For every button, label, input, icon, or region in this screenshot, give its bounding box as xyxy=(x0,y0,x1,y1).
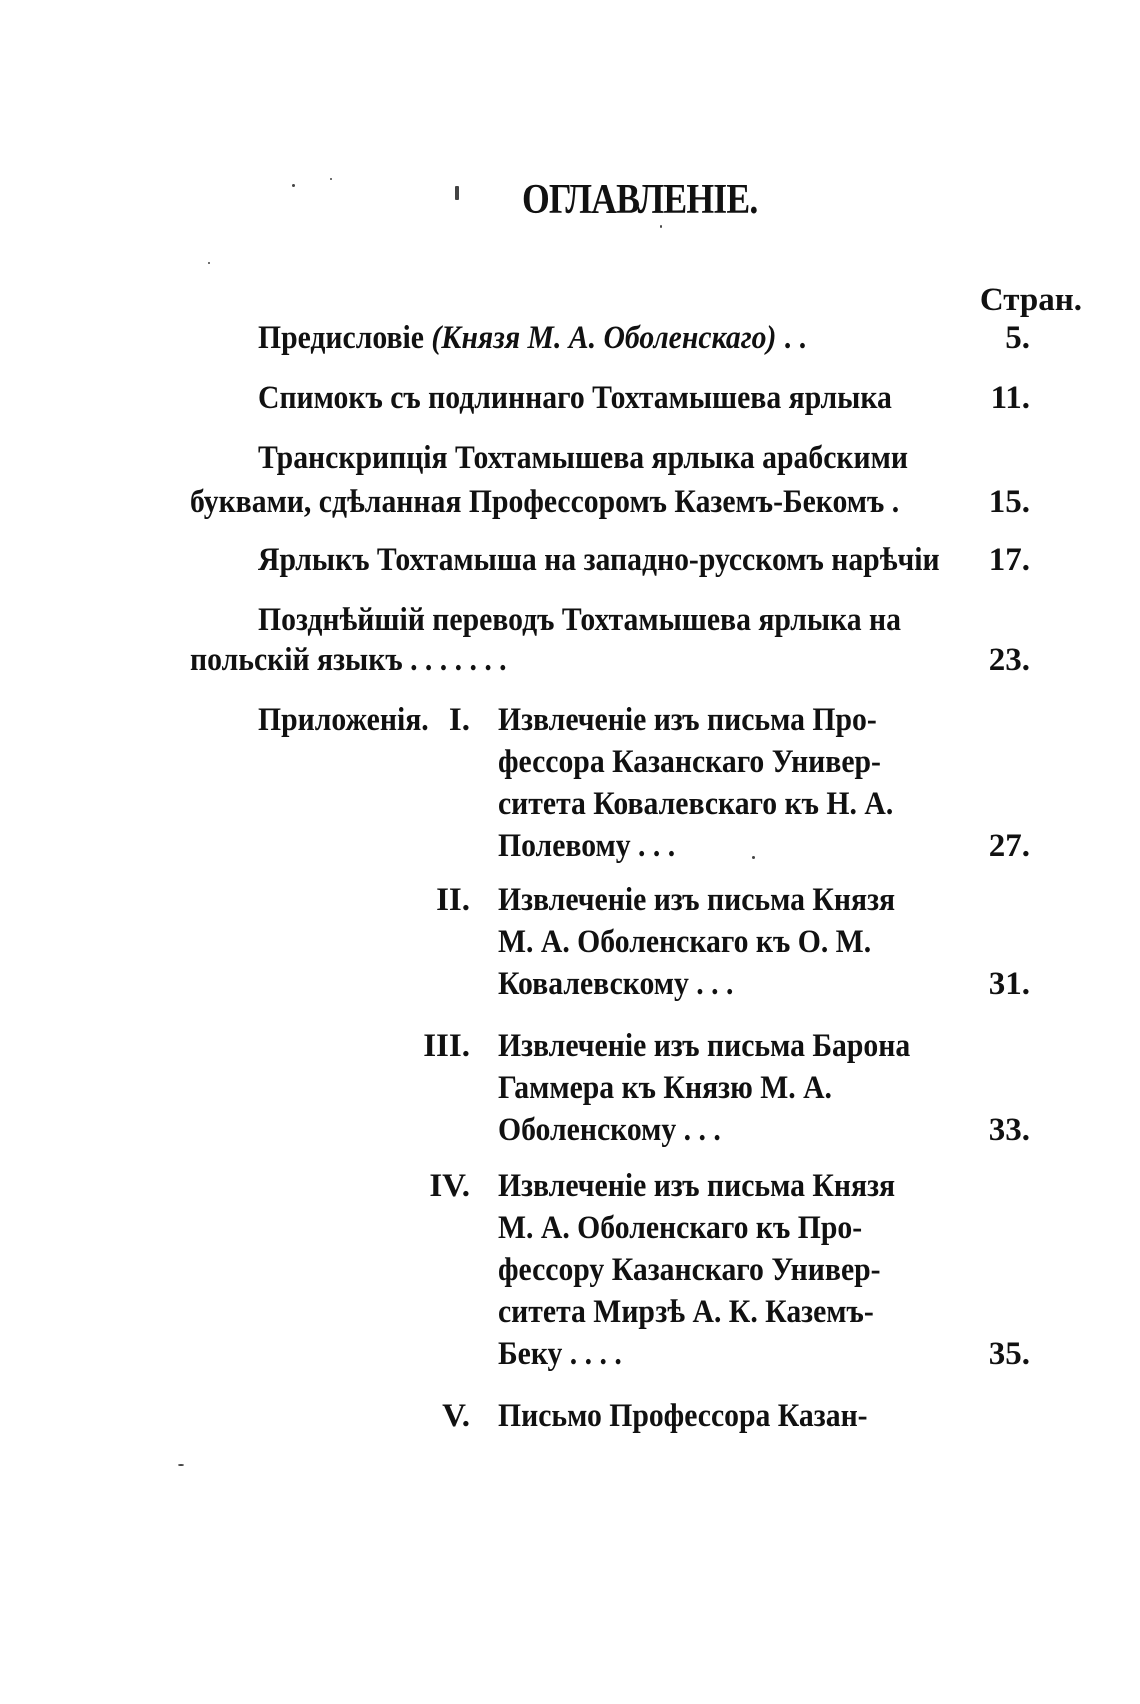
appendix-number: I. xyxy=(448,702,470,738)
appendix-4-line1[interactable]: Извлеченiе изъ письма Князя xyxy=(498,1168,896,1204)
toc-page-number: 35. xyxy=(988,1336,1030,1372)
appendix-3-line2[interactable]: Гаммера къ Князю М. А. xyxy=(498,1070,832,1106)
toc-entry-transcription-line2[interactable]: буквами, сдѣланная Профессоромъ Каземъ-Бекомъ . xyxy=(190,484,900,520)
scan-speck xyxy=(455,186,459,200)
appendix-1-line2[interactable]: фессора Казанскаго Универ- xyxy=(498,744,881,780)
dot-leader: . . xyxy=(783,320,807,356)
appendix-2-line1[interactable]: Извлеченiе изъ письма Князя xyxy=(498,882,896,918)
dot-leader: . . . . xyxy=(569,1336,622,1372)
toc-page-number: 23. xyxy=(988,642,1030,678)
page-title: ОГЛАВЛЕНIЕ. xyxy=(522,177,758,223)
appendix-3-line3[interactable] xyxy=(498,1112,721,1149)
appendix-number: III. xyxy=(423,1028,470,1064)
appendix-number: II. xyxy=(436,882,470,918)
appendix-number: IV. xyxy=(429,1168,470,1204)
scan-speck xyxy=(330,178,332,180)
toc-entry-text: Полевому xyxy=(498,828,631,864)
scan-speck xyxy=(208,262,210,264)
toc-entry-west-russian[interactable]: Ярлыкъ Тохтамыша на западно-русскомъ нарѣчiи xyxy=(258,542,940,578)
toc-entry-polish-line2[interactable] xyxy=(190,642,507,679)
toc-page-number: 31. xyxy=(988,966,1030,1002)
appendix-number: V. xyxy=(442,1398,470,1434)
appendix-4-line2[interactable]: М. А. Оболенскаго къ Про- xyxy=(498,1210,863,1246)
toc-page-number: 15. xyxy=(988,484,1030,520)
toc-entry-text: Предисловiе xyxy=(258,320,424,356)
toc-entry-author: (Князя М. А. Оболенскаго) xyxy=(431,320,777,356)
toc-entry-polish-line1[interactable]: Позднѣйшiй переводъ Тохтамышева ярлыка на xyxy=(258,602,901,638)
toc-entry-text: Оболенскому xyxy=(498,1112,677,1148)
appendix-1-line4[interactable] xyxy=(498,828,675,865)
toc-page-number: 27. xyxy=(988,828,1030,864)
appendix-5-line1[interactable]: Письмо Профессора Казан- xyxy=(498,1398,868,1434)
scan-speck xyxy=(660,225,662,228)
toc-page-number: 5. xyxy=(1005,320,1030,356)
appendix-1-line3[interactable]: ситета Ковалевскаго къ Н. А. xyxy=(498,786,894,822)
appendix-3-line1[interactable]: Извлеченiе изъ письма Барона xyxy=(498,1028,911,1064)
toc-entry-preface[interactable] xyxy=(258,320,806,357)
toc-page-number: 17. xyxy=(988,542,1030,578)
appendices-label: Приложенiя. xyxy=(258,702,429,738)
scan-speck xyxy=(178,1464,184,1466)
appendix-2-line2[interactable]: М. А. Оболенскаго къ О. М. xyxy=(498,924,872,960)
toc-entry-text: Ковалевскому xyxy=(498,966,689,1002)
scan-speck xyxy=(292,184,295,187)
appendix-4-line5[interactable] xyxy=(498,1336,622,1373)
page-column-label: Стран. xyxy=(979,282,1082,318)
appendix-4-line3[interactable]: фессору Казанскаго Универ- xyxy=(498,1252,881,1288)
toc-entry-text: Беку xyxy=(498,1336,563,1372)
dot-leader: . . . xyxy=(638,828,676,864)
dot-leader: . . . xyxy=(696,966,734,1002)
appendix-1-line1[interactable]: Извлеченiе изъ письма Про- xyxy=(498,702,877,738)
toc-page-number: 11. xyxy=(990,380,1030,416)
dot-leader: . . . . . . . xyxy=(410,642,507,678)
toc-page-number: 33. xyxy=(988,1112,1030,1148)
toc-entry-facsimile[interactable]: Спимокъ съ подлиннаго Тохтамышева ярлыка xyxy=(258,380,892,416)
dot-leader: . . . xyxy=(683,1112,721,1148)
scan-speck xyxy=(752,856,755,859)
appendix-2-line3[interactable] xyxy=(498,966,733,1003)
toc-entry-text: польскiй языкъ xyxy=(190,642,403,678)
appendix-4-line4[interactable]: ситета Мирзѣ А. К. Каземъ- xyxy=(498,1294,874,1330)
toc-entry-transcription-line1[interactable]: Транскрипцiя Тохтамышева ярлыка арабскими xyxy=(258,440,908,476)
